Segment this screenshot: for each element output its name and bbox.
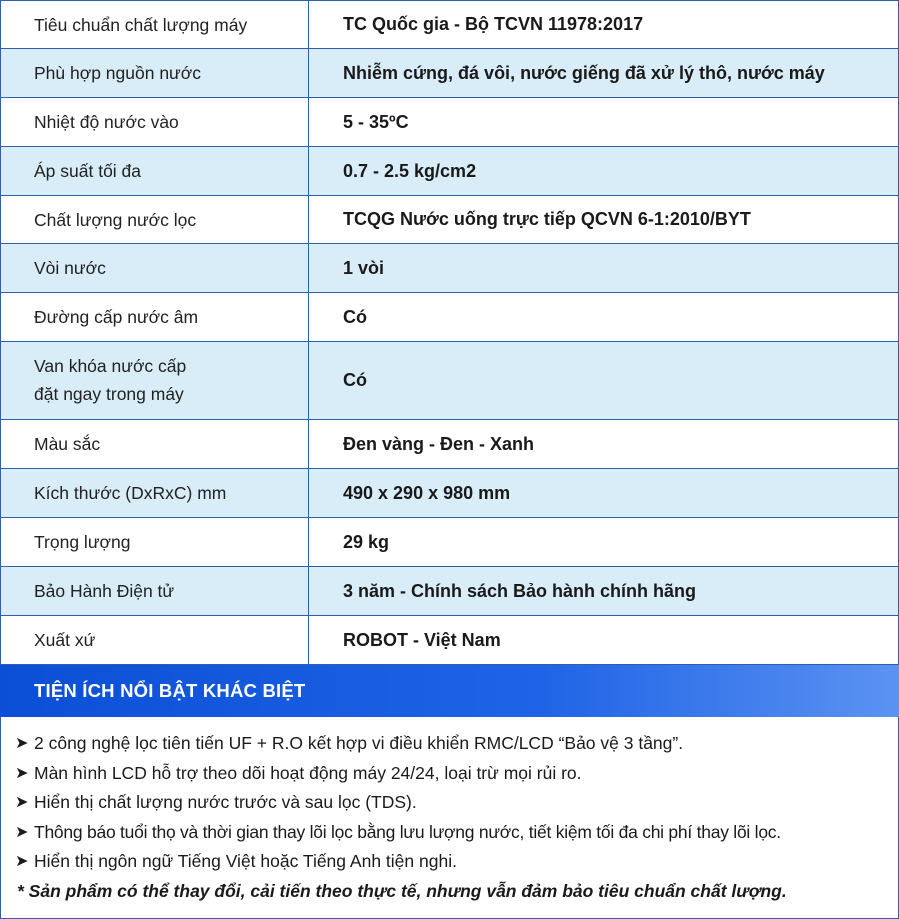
list-item [15, 847, 898, 877]
list-item [15, 729, 898, 759]
features-header: TIỆN ÍCH NỔI BẬT KHÁC BIỆT [0, 665, 899, 717]
spec-value: Đen vàng - Đen - Xanh [343, 433, 535, 454]
spec-label: Bảo Hành Điện tử [1, 567, 309, 615]
spec-label: Màu sắc [1, 420, 309, 468]
arrowhead-bullet-icon: ➤ [15, 853, 29, 870]
spec-value: TCQG Nước uống trực tiếp QCVN 6-1:2010/BYT [343, 209, 751, 229]
spec-label: Xuất xứ [1, 616, 309, 664]
spec-row [1, 244, 898, 293]
feature-text: Hiển thị ngôn ngữ Tiếng Việt hoặc Tiếng Anh tiện nghi. [34, 851, 457, 871]
feature-text: Màn hình LCD hỗ trợ theo dõi hoạt động máy 24/24, loại trừ mọi rủi ro. [34, 762, 582, 783]
feature-text: Thông báo tuổi thọ và thời gian thay lõi lọc bằng lưu lượng nước, tiết kiệm tối đa chi phí thay lõi lọc. [34, 821, 781, 842]
spec-label: Nhiệt độ nước vào [1, 98, 309, 146]
feature-text: Hiển thị chất lượng nước trước và sau lọc (TDS). [34, 792, 417, 812]
list-item [15, 818, 898, 848]
spec-value: Có [343, 370, 367, 390]
list-item [15, 788, 898, 818]
spec-row [1, 518, 898, 567]
spec-row [1, 420, 898, 469]
spec-label: Phù hợp nguồn nước [1, 49, 309, 97]
arrowhead-bullet-icon: ➤ [15, 764, 29, 782]
spec-row [1, 0, 898, 49]
spec-value: ROBOT - Việt Nam [343, 629, 501, 650]
spec-value: 0.7 - 2.5 kg/cm2 [343, 160, 477, 181]
disclaimer-note: * Sản phẩm có thể thay đổi, cải tiến theo thực tế, nhưng vẫn đảm bảo tiêu chuẩn chất lượng. [17, 880, 787, 901]
spec-row [1, 616, 898, 665]
list-item [15, 759, 898, 789]
spec-row [1, 567, 898, 616]
arrowhead-bullet-icon: ➤ [15, 823, 29, 841]
spec-value: 29 kg [343, 531, 390, 552]
features-panel [0, 717, 899, 919]
spec-value: Nhiễm cứng, đá vôi, nước giếng đã xử lý thô, nước máy [343, 62, 825, 83]
spec-row [1, 342, 898, 420]
spec-row [1, 147, 898, 196]
arrowhead-bullet-icon: ➤ [15, 794, 29, 811]
spec-label-line: đặt ngay trong máy [34, 384, 184, 404]
spec-value: 5 - 35ºC [343, 111, 409, 132]
spec-label: Tiêu chuẩn chất lượng máy [1, 1, 309, 48]
spec-row [1, 49, 898, 98]
spec-row [1, 196, 898, 244]
spec-value: 3 năm - Chính sách Bảo hành chính hãng [343, 580, 697, 601]
spec-value: TC Quốc gia - Bộ TCVN 11978:2017 [343, 14, 644, 34]
spec-label [1, 342, 309, 419]
spec-label-line: Van khóa nước cấp [34, 356, 187, 376]
spec-row [1, 98, 898, 147]
spec-value: Có [343, 306, 367, 327]
spec-label: Vòi nước [1, 244, 309, 292]
spec-row [1, 469, 898, 518]
spec-value: 490 x 290 x 980 mm [343, 482, 511, 503]
spec-label: Chất lượng nước lọc [1, 196, 309, 243]
feature-text: 2 công nghệ lọc tiên tiến UF + R.O kết hợp vi điều khiển RMC/LCD “Bảo vệ 3 tầng”. [34, 733, 684, 753]
spec-label: Đường cấp nước âm [1, 293, 309, 341]
arrowhead-bullet-icon: ➤ [15, 735, 29, 752]
spec-row [1, 293, 898, 342]
spec-value: 1 vòi [343, 257, 385, 278]
spec-label: Kích thước (DxRxC) mm [1, 469, 309, 517]
spec-label: Trọng lượng [1, 518, 309, 566]
spec-label: Áp suất tối đa [1, 147, 309, 195]
